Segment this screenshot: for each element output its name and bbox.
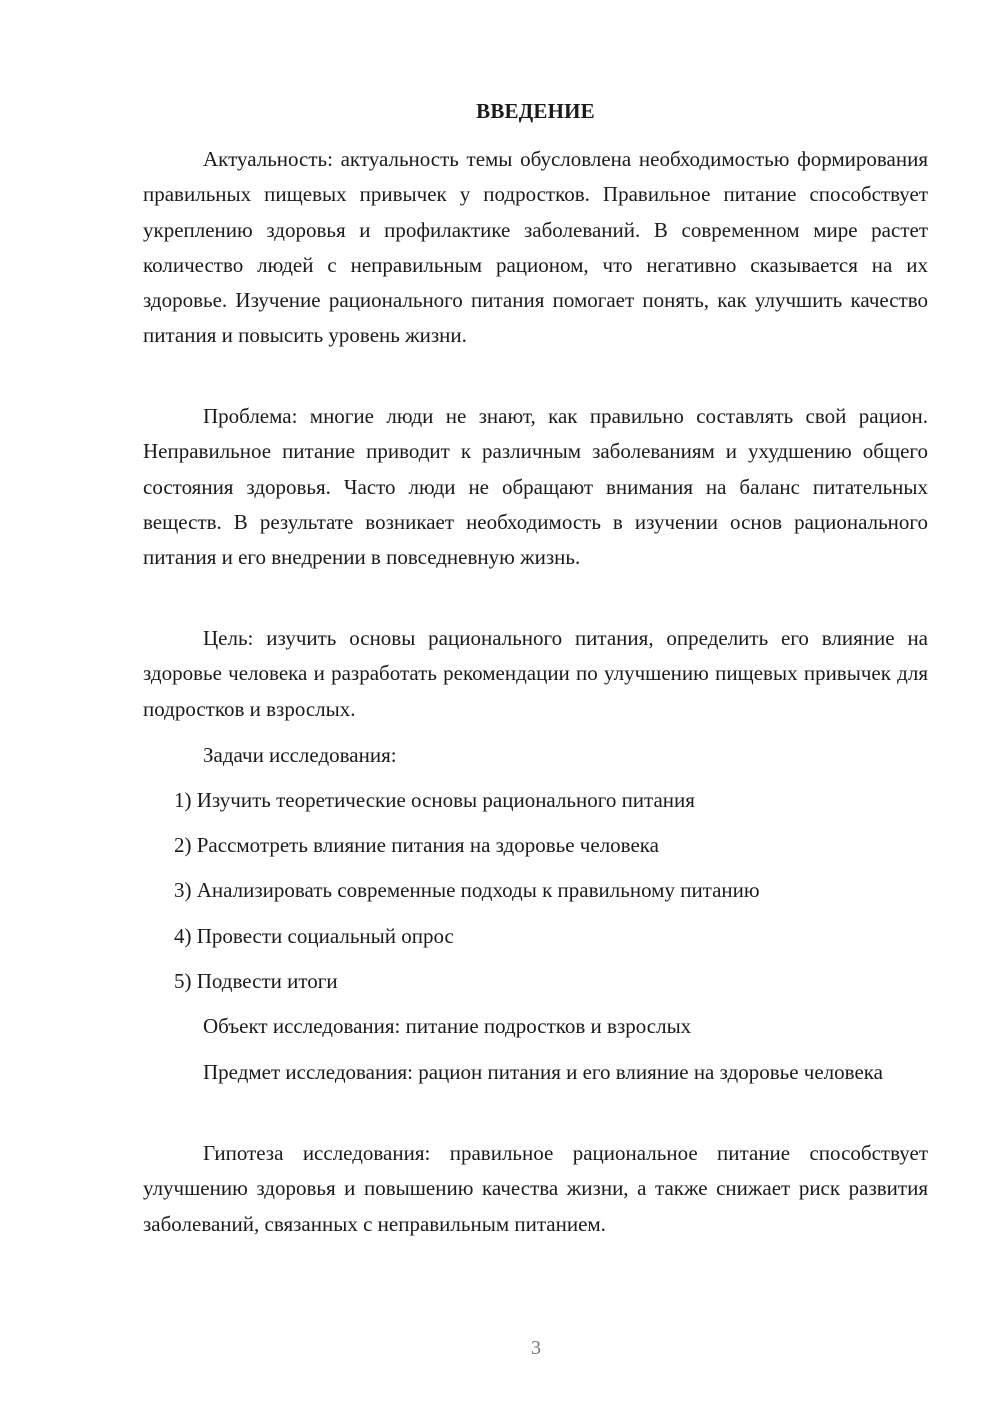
tasks-heading: Задачи исследования:: [203, 743, 397, 767]
hypothesis-block: [143, 1136, 928, 1242]
relevance-paragraph: Актуальность: актуальность темы обусловлена необходимостью формирования правильных пищевых привычек у подростков. Правильное питание способствует укреплению здоровья и профилактике заболеваний. В современном мире растет количество людей с неправильным рационом, что негативно сказывается на их здоровье. Изучение рационального питания помогает понять, как улучшить качество питания и повысить уровень жизни.: [143, 147, 928, 348]
research-subject-block: [143, 1055, 928, 1090]
page-title: ВВЕДЕНИЕ: [476, 99, 595, 123]
problem-paragraph-block: [143, 399, 928, 575]
task-item: 3) Анализировать современные подходы к правильному питанию: [174, 878, 760, 902]
hypothesis-paragraph: Гипотеза исследования: правильное рациональное питание способствует улучшению здоровья и повышению качества жизни, а также снижает риск развития заболеваний, связанных с неправильным питанием.: [143, 1141, 928, 1236]
goal-paragraph-block: [143, 621, 928, 727]
task-item: 1) Изучить теоретические основы рационального питания: [174, 788, 695, 812]
research-object: Объект исследования: питание подростков и взрослых: [203, 1014, 692, 1038]
relevance-paragraph-block: [143, 142, 928, 354]
task-item: 2) Рассмотреть влияние питания на здоровье человека: [174, 833, 659, 857]
research-subject: Предмет исследования: рацион питания и его влияние на здоровье человека: [203, 1060, 883, 1084]
task-item: 4) Провести социальный опрос: [174, 924, 454, 948]
goal-paragraph: Цель: изучить основы рационального питания, определить его влияние на здоровье человека и разработать рекомендации по улучшению пищевых привычек для подростков и взрослых.: [143, 626, 928, 721]
task-item: 5) Подвести итоги: [174, 969, 338, 993]
page-number: 3: [531, 1337, 541, 1359]
problem-paragraph: Проблема: многие люди не знают, как правильно составлять свой рацион. Неправильное питание приводит к различным заболеваниям и ухудшению общего состояния здоровья. Часто люди не обращают внимания на баланс питательных веществ. В результате возникает необходимость в изучении основ рационального питания и его внедрении в повседневную жизнь.: [143, 404, 928, 570]
